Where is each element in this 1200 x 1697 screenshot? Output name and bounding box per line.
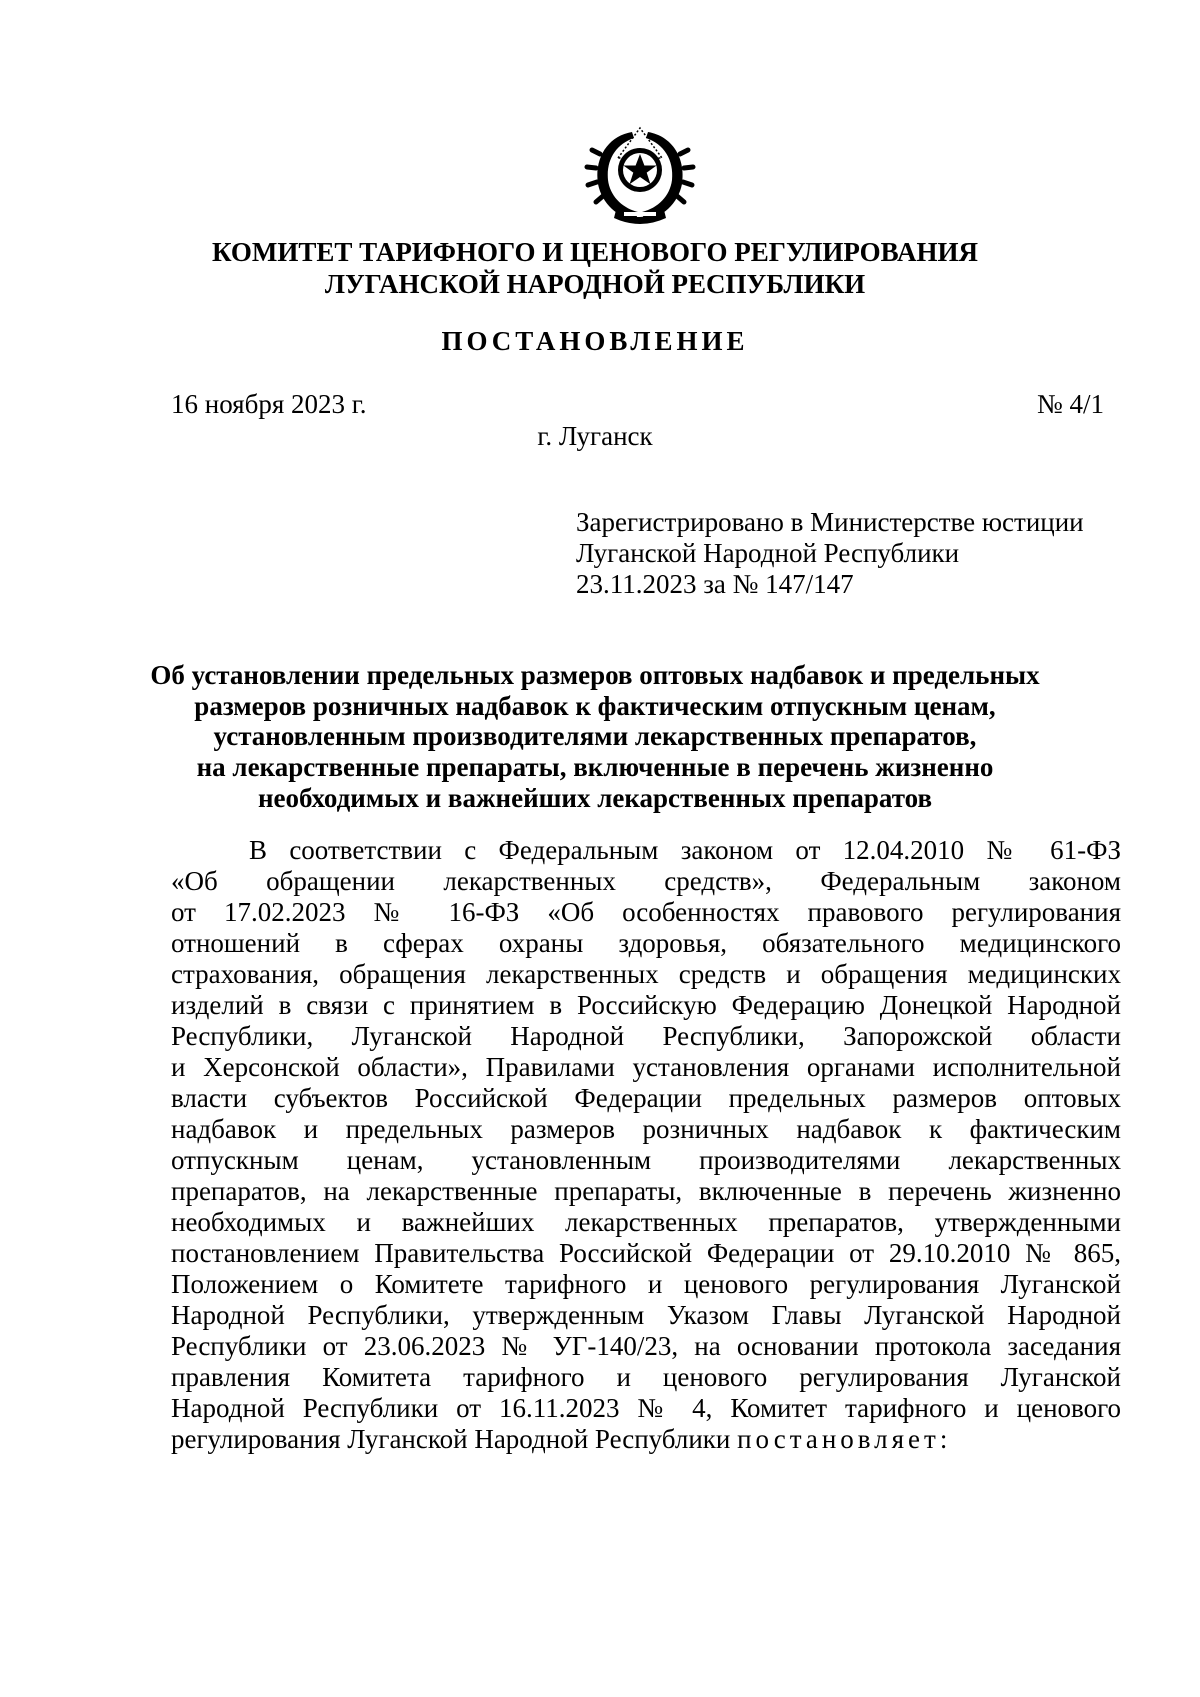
document-title-line: на лекарственные препараты, включенные в перечень жизненно	[196, 752, 994, 782]
document-number: № 4/1	[1036, 389, 1104, 419]
body-text-line: правления Комитета тарифного и ценового регулирования Луганской	[171, 1362, 1121, 1392]
body-text-line: препаратов, на лекарственные препараты, включенные в перечень жизненно	[171, 1176, 1121, 1206]
body-text-line: «Об обращении лекарственных средств», Федеральным законом	[171, 866, 1121, 896]
body-text-line: надбавок и предельных размеров розничных надбавок к фактическим	[171, 1114, 1121, 1144]
body-text-line: Положением о Комитете тарифного и ценового регулирования Луганской	[171, 1269, 1121, 1299]
document-type-heading: ПОСТАНОВЛЕНИЕ	[441, 326, 749, 356]
body-text-line: изделий в связи с принятием в Российскую Федерацию Донецкой Народной	[171, 990, 1121, 1020]
document-title-line: Об установлении предельных размеров оптовых надбавок и предельных	[150, 660, 1040, 690]
registration-line: Луганской Народной Республики	[576, 538, 960, 568]
body-text-line: власти субъектов Российской Федерации предельных размеров оптовых	[171, 1083, 1121, 1113]
body-text-line: Республики от 23.06.2023 № УГ-140/23, на основании протокола заседания	[171, 1331, 1121, 1361]
document-title-line: размеров розничных надбавок к фактическим отпускным ценам,	[194, 691, 996, 721]
body-text-line: постановлением Правительства Российской Федерации от 29.10.2010 № 865,	[171, 1238, 1121, 1268]
registration-line: 23.11.2023 за № 147/147	[576, 569, 854, 599]
document-date: 16 ноября 2023 г.	[171, 389, 367, 419]
coat-of-arms-emblem	[580, 114, 700, 228]
body-text-last-line	[171, 1423, 951, 1456]
body-text-line: отношений в сферах охраны здоровья, обязательного медицинского	[171, 928, 1121, 958]
body-text-line: страхования, обращения лекарственных средств и обращения медицинских	[171, 959, 1121, 989]
body-text-line: Народной Республики от 16.11.2023 № 4, Комитет тарифного и ценового	[171, 1393, 1121, 1423]
document-city: г. Луганск	[537, 421, 653, 451]
body-text-line: от 17.02.2023 № 16-ФЗ «Об особенностях правового регулирования	[171, 897, 1121, 927]
body-text-line: Народной Республики, утвержденным Указом Главы Луганской Народной	[171, 1300, 1121, 1330]
org-name-line-2: ЛУГАНСКОЙ НАРОДНОЙ РЕСПУБЛИКИ	[324, 269, 866, 299]
body-text-line: отпускным ценам, установленным производителями лекарственных	[171, 1145, 1121, 1175]
body-text-line: необходимых и важнейших лекарственных препаратов, утвержденными	[171, 1207, 1121, 1237]
body-text-line: Республики, Луганской Народной Республики, Запорожской области	[171, 1021, 1121, 1051]
registration-line: Зарегистрировано в Министерстве юстиции	[576, 507, 1084, 537]
body-text-line: В соответствии с Федеральным законом от 12.04.2010 № 61-ФЗ	[249, 835, 1121, 865]
org-name-line-1: КОМИТЕТ ТАРИФНОГО И ЦЕНОВОГО РЕГУЛИРОВАНИЯ	[211, 237, 978, 267]
document-title-line: установленным производителями лекарственных препаратов,	[213, 721, 977, 751]
document-title-line: необходимых и важнейших лекарственных препаратов	[257, 783, 933, 813]
decree-word: постановляет:	[737, 1424, 952, 1454]
body-text-line: и Херсонской области», Правилами установления органами исполнительной	[171, 1052, 1121, 1082]
body-text-last-line-text: регулирования Луганской Народной Республики	[171, 1424, 731, 1454]
